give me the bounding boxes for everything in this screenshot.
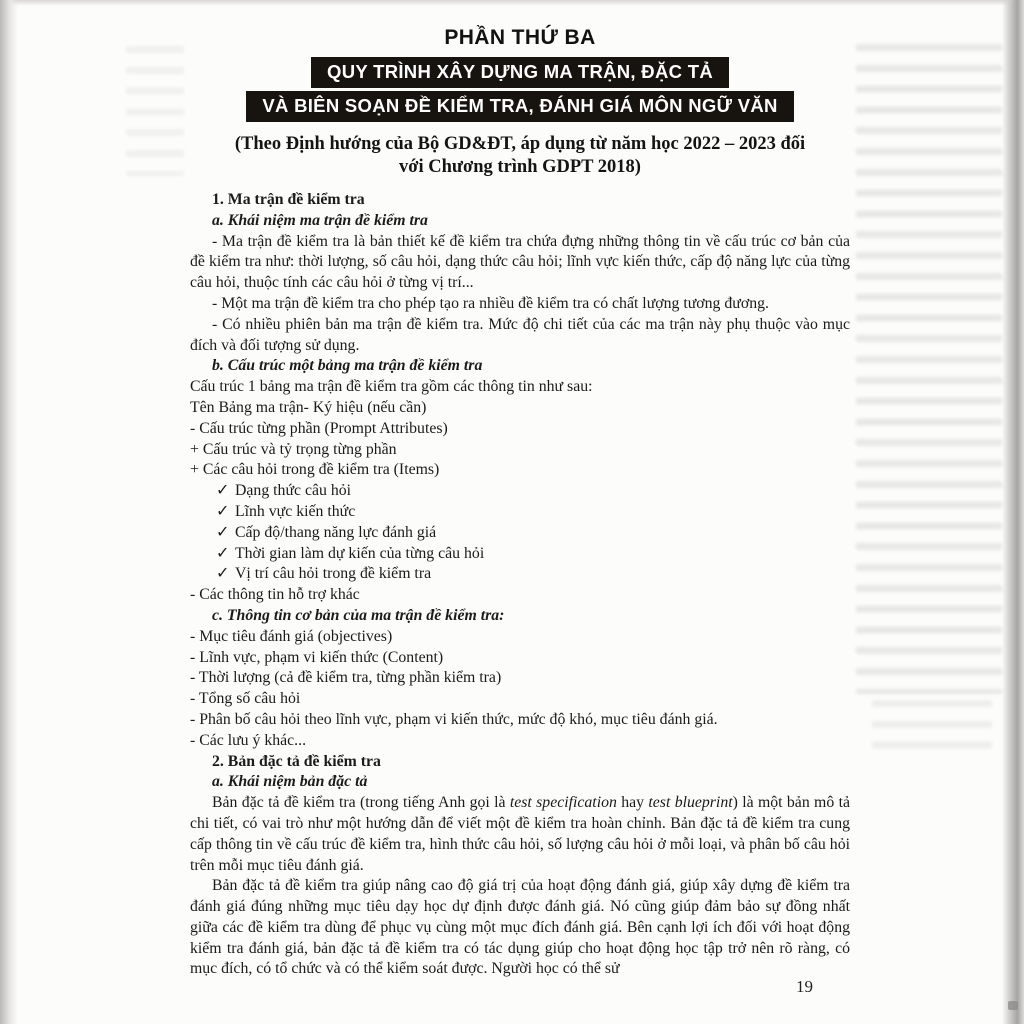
list-item: - Các lưu ý khác...	[190, 731, 307, 749]
list-item: - Lĩnh vực, phạm vi kiến thức (Content)	[190, 648, 444, 666]
checkmark-icon: ✓	[216, 544, 230, 562]
page-content	[190, 26, 850, 980]
checkmark-icon: ✓	[216, 565, 230, 583]
list-item: - Phân bố câu hỏi theo lĩnh vực, phạm vi kiến thức, mức độ khó, mục tiêu đánh giá.	[190, 710, 718, 728]
page-edge-right	[1002, 0, 1024, 1024]
paragraph-text: ) là một bản mô tả chi tiết, có vai trò như một hướng dẫn để viết một đề kiểm tra hoàn chỉnh. Bản đặc tả đề kiểm tra cung cấp thông tin về cấu trúc đề kiểm tra, hình thức câu hỏi, số lượng câu hỏi ở mỗi loại, và phân bố câu hỏi trên mỗi mục tiêu đánh giá.	[190, 794, 850, 874]
scan-corner-mark	[1008, 1001, 1018, 1010]
paragraph: Bản đặc tả đề kiểm tra giúp nâng cao độ giá trị của hoạt động đánh giá, giúp xây dựng đề kiểm tra đánh giá đúng những mục tiêu dạy học dự định được đánh giá. Nó cũng giúp đảm bảo sự đồng nhất giữa các đề kiểm tra dùng để phục vụ cùng một mục đích đánh giá. Bên cạnh lợi ích đối với hoạt động kiểm tra đánh giá, bản đặc tả đề kiểm tra có tác dụng giúp cho hoạt động học tập trở nên rõ ràng, có mục đích, có tổ chức và có thể kiểm soát được. Người học có thể sử	[190, 877, 850, 978]
list-intro: Cấu trúc 1 bảng ma trận đề kiểm tra gồm các thông tin như sau:	[190, 378, 593, 396]
banner-line-2: VÀ BIÊN SOẠN ĐỀ KIỂM TRA, ĐÁNH GIÁ MÔN NGỮ VĂN	[246, 91, 793, 122]
check-item-label: Dạng thức câu hỏi	[235, 482, 352, 500]
section-1c-heading: c. Thông tin cơ bản của ma trận đề kiểm tra:	[212, 606, 505, 624]
page-number: 19	[796, 977, 813, 996]
paragraph-text: hay	[616, 794, 649, 812]
section-1-heading: 1. Ma trận đề kiểm tra	[212, 191, 365, 208]
check-item	[216, 564, 850, 585]
part-title: PHẦN THỨ BA	[444, 26, 596, 49]
check-item	[216, 544, 850, 565]
list-item: - Thời lượng (cả đề kiểm tra, từng phần kiểm tra)	[190, 669, 502, 687]
list-item: - Tổng số câu hỏi	[190, 690, 301, 708]
bleed-through-artifact	[126, 46, 184, 176]
section-2-heading: 2. Bản đặc tả đề kiểm tra	[212, 752, 381, 770]
list-item: + Các câu hỏi trong đề kiểm tra (Items)	[190, 461, 440, 479]
list-item: Tên Bảng ma trận- Ký hiệu (nếu cần)	[190, 398, 427, 416]
page-edge-top	[0, 0, 1024, 6]
italic-term: test specification	[509, 794, 617, 812]
checkmark-icon: ✓	[216, 523, 230, 541]
paragraph: - Một ma trận đề kiểm tra cho phép tạo ra nhiều đề kiểm tra có chất lượng tương đương.	[212, 294, 769, 312]
section-1a-heading: a. Khái niệm ma trận đề kiểm tra	[212, 211, 428, 229]
list-item: - Cấu trúc từng phần (Prompt Attributes)	[190, 419, 448, 437]
bleed-through-artifact	[872, 700, 992, 760]
list-item: - Mục tiêu đánh giá (objectives)	[190, 627, 393, 645]
check-item-label: Vị trí câu hỏi trong đề kiểm tra	[235, 565, 432, 583]
check-item	[216, 481, 850, 502]
subtitle-line-2: với Chương trình GDPT 2018)	[399, 157, 641, 177]
banner-line-1: QUY TRÌNH XÂY DỰNG MA TRẬN, ĐẶC TẢ	[311, 57, 729, 88]
check-item	[216, 502, 850, 523]
paragraph: - Ma trận đề kiểm tra là bản thiết kế đề kiểm tra chứa đựng những thông tin về cấu trúc cơ bản của đề kiểm tra như: thời lượng, số câu hỏi, dạng thức câu hỏi; lĩnh vực kiến thức, cấp độ năng lực của từng câu hỏi, thuộc tính các câu hỏi ở từng vị trí...	[190, 232, 850, 292]
italic-term: test blueprint	[648, 794, 733, 812]
check-item-label: Cấp độ/thang năng lực đánh giá	[235, 523, 437, 541]
subtitle	[190, 133, 850, 179]
section-banner	[190, 57, 850, 122]
list-item: + Cấu trúc và tỷ trọng từng phần	[190, 440, 397, 458]
list-item: - Các thông tin hỗ trợ khác	[190, 586, 360, 604]
section-1b-heading: b. Cấu trúc một bảng ma trận đề kiểm tra	[212, 357, 483, 375]
paragraph	[190, 793, 850, 876]
subtitle-line-1: (Theo Định hướng của Bộ GD&ĐT, áp dụng từ năm học 2022 – 2023 đối	[234, 134, 806, 154]
paragraph: - Có nhiều phiên bản ma trận đề kiểm tra. Mức độ chi tiết của các ma trận này phụ thuộc vào mục đích và đối tượng sử dụng.	[190, 315, 850, 354]
body-text	[190, 190, 850, 980]
check-item-label: Thời gian làm dự kiến của từng câu hỏi	[235, 544, 485, 562]
section-2a-heading: a. Khái niệm bản đặc tả	[212, 773, 368, 791]
page-edge-left	[0, 0, 18, 1024]
paragraph-text: Bản đặc tả đề kiểm tra (trong tiếng Anh gọi là	[212, 794, 510, 812]
checkmark-icon: ✓	[216, 502, 230, 520]
bleed-through-artifact	[856, 44, 1002, 694]
check-item-label: Lĩnh vực kiến thức	[235, 502, 356, 520]
checkmark-icon: ✓	[216, 482, 230, 500]
check-item	[216, 523, 850, 544]
